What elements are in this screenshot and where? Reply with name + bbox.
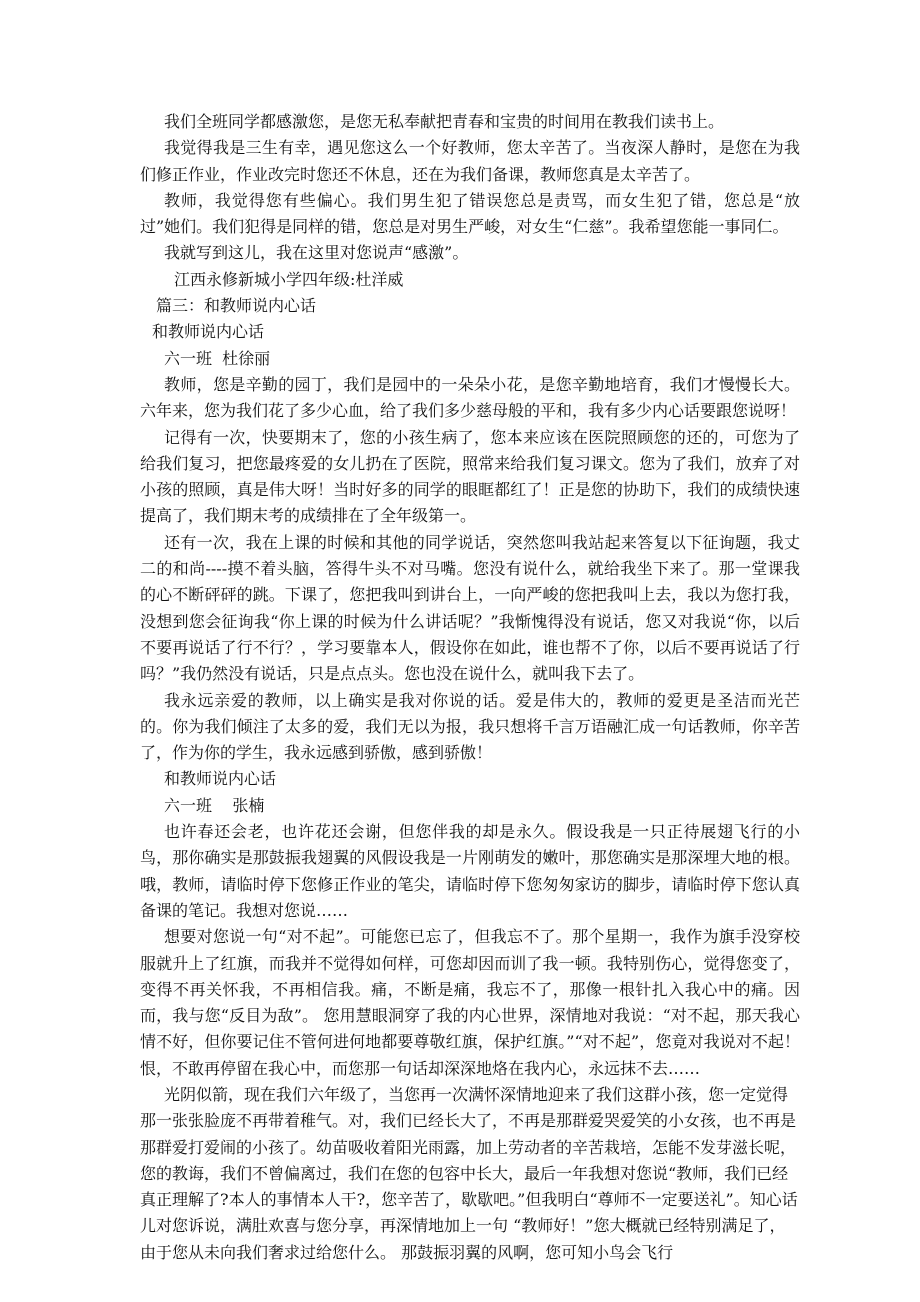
essay-title: 和教师说内心话 — [152, 322, 265, 342]
paragraph-time: 光阴似箭，现在我们六年级了，当您再一次满怀深情地迎来了我们这群小孩，您一定觉得那一张张脸庞不再带着稚气。对，我们已经长大了，不再是那群爱哭爱笑的小女孩，也不再是那群爱打爱闹的小孩了。幼苗吸收着阳光雨露，加上劳动者的辛苦栽培，怎能不发芽滋长呢，您的教诲，我们不曾偏离过，我们在您的包容中长大，最后一年我想对您说“教师，我们已经真正理解了?本人的事情本人干?，您辛苦了，歇歇吧。”但我明白“尊师不一定要送礼”。知心话儿对您诉说，满肚欢喜与您分享，再深情地加上一句 “教师好！”您大概就已经特别满足了，由于您从未向我们奢求过给您什么。 那鼓振羽翼的风啊，您可知小鸟会飞行 — [140, 1084, 798, 1262]
essay-author: 六一班 杜徐丽 — [164, 348, 271, 368]
paragraph-gardener: 教师，您是辛勤的园丁，我们是园中的一朵朵小花，是您辛勤地培育，我们才慢慢长大。六年来，您为我们花了多少心血，给了我们多少慈母般的平和，我有多少内心话要跟您说呀！ — [140, 374, 800, 421]
paragraph-thanks: 我们全班同学都感激您，是您无私奉献把青春和宝贵的时间用在教我们读书上。 — [164, 112, 725, 131]
author-line: 江西永修新城小学四年级:杜洋威 — [174, 269, 404, 289]
document-page — [140, 109, 800, 1266]
paragraph-partial: 教师，我觉得您有些偏心。我们男生犯了错误您总是责骂，而女生犯了错，您总是“放过”她们。我们犯得是同样的错，您总是对男生严峻，对女生“仁慈”。我希望您能一事同仁。 — [140, 190, 800, 237]
essay-title-2: 和教师说内心话 — [164, 769, 277, 789]
paragraph-spring: 也许春还会老，也许花还会谢，但您伴我的却是永久。假设我是一只正待展翅飞行的小鸟，那你确实是那鼓振我翅翼的风假设我是一片刚萌发的嫩叶，那您确实是那深埋大地的根。哦，教师，请临时停下您修正作业的笔尖，请临时停下您匆匆家访的脚步，请临时停下您认真备课的笔记。我想对您说…… — [140, 822, 800, 920]
section-heading: 篇三：和教师说内心话 — [156, 296, 317, 316]
paragraph-another-time: 还有一次，我在上课的时候和其他的同学说话，突然您叫我站起来答复以下征询题，我丈二的和尚----摸不着头脑，答得牛头不对马嘴。您没有说什么，就给我坐下来了。那一堂课我的心不断砰砰的跳。下课了，您把我叫到讲台上，一向严峻的您把我叫上去，我以为您打我，没想到您会征询我“你上课的时候为什么讲话呢？”我惭愧得没有说话，您又对我说“你，以后不要再说话了行不行？，学习要靠本人，假设你在如此，谁也帮不了你，以后不要再说话了行吗？”我仍然没有说话，只是点点头。您也没在说什么，就叫我下去了。 — [140, 532, 800, 684]
paragraph-closing: 我就写到这儿，我在这里对您说声“感激”。 — [164, 243, 469, 263]
paragraph-forever: 我永远亲爱的教师，以上确实是我对你说的话。爱是伟大的，教师的爱更是圣洁而光芒的。你为我们倾注了太多的爱，我们无以为报，我只想将千言万语融汇成一句话教师，你辛苦了，作为你的学生，我永远感到骄傲，感到骄傲！ — [140, 690, 800, 763]
paragraph-lucky: 我觉得我是三生有幸，遇见您这么一个好教师，您太辛苦了。当夜深人静时，是您在为我们修正作业，作业改完时您还不休息，还在为我们备课，教师您真是太辛苦了。 — [140, 138, 800, 184]
paragraph-sorry: 想要对您说一句“对不起”。可能您已忘了，但我忘不了。那个星期一，我作为旗手没穿校服就升上了红旗，而我并不觉得如何样，可您却因而训了我一顿。我特别伤心，觉得您变了，变得不再关怀我，不再相信我。痛，不断是痛，我忘不了，那像一根针扎入我心中的痛。因而，我与您“反目为敌”。 您用慧眼洞穿了我的内心世界，深情地对我说：“对不起，那天我心情不好，但你要记住不管何进何地都要尊敬红旗，保护红旗。”“对不起”，您竟对我说对不起！恨，不敢再停留在我心中，而您那一句话却深深地烙在我内心，永远抹不去…… — [140, 927, 800, 1078]
paragraph-remember: 记得有一次，快要期末了，您的小孩生病了，您本来应该在医院照顾您的还的，可您为了给我们复习，把您最疼爱的女儿扔在了医院，照常来给我们复习课文。您为了我们，放弃了对小孩的照顾，真是伟大呀！当时好多的同学的眼眶都红了！正是您的协助下，我们的成绩快速提高了，我们期末考的成绩排在了全年级第一。 — [140, 427, 800, 526]
essay-author-2: 六一班 张楠 — [164, 795, 265, 815]
